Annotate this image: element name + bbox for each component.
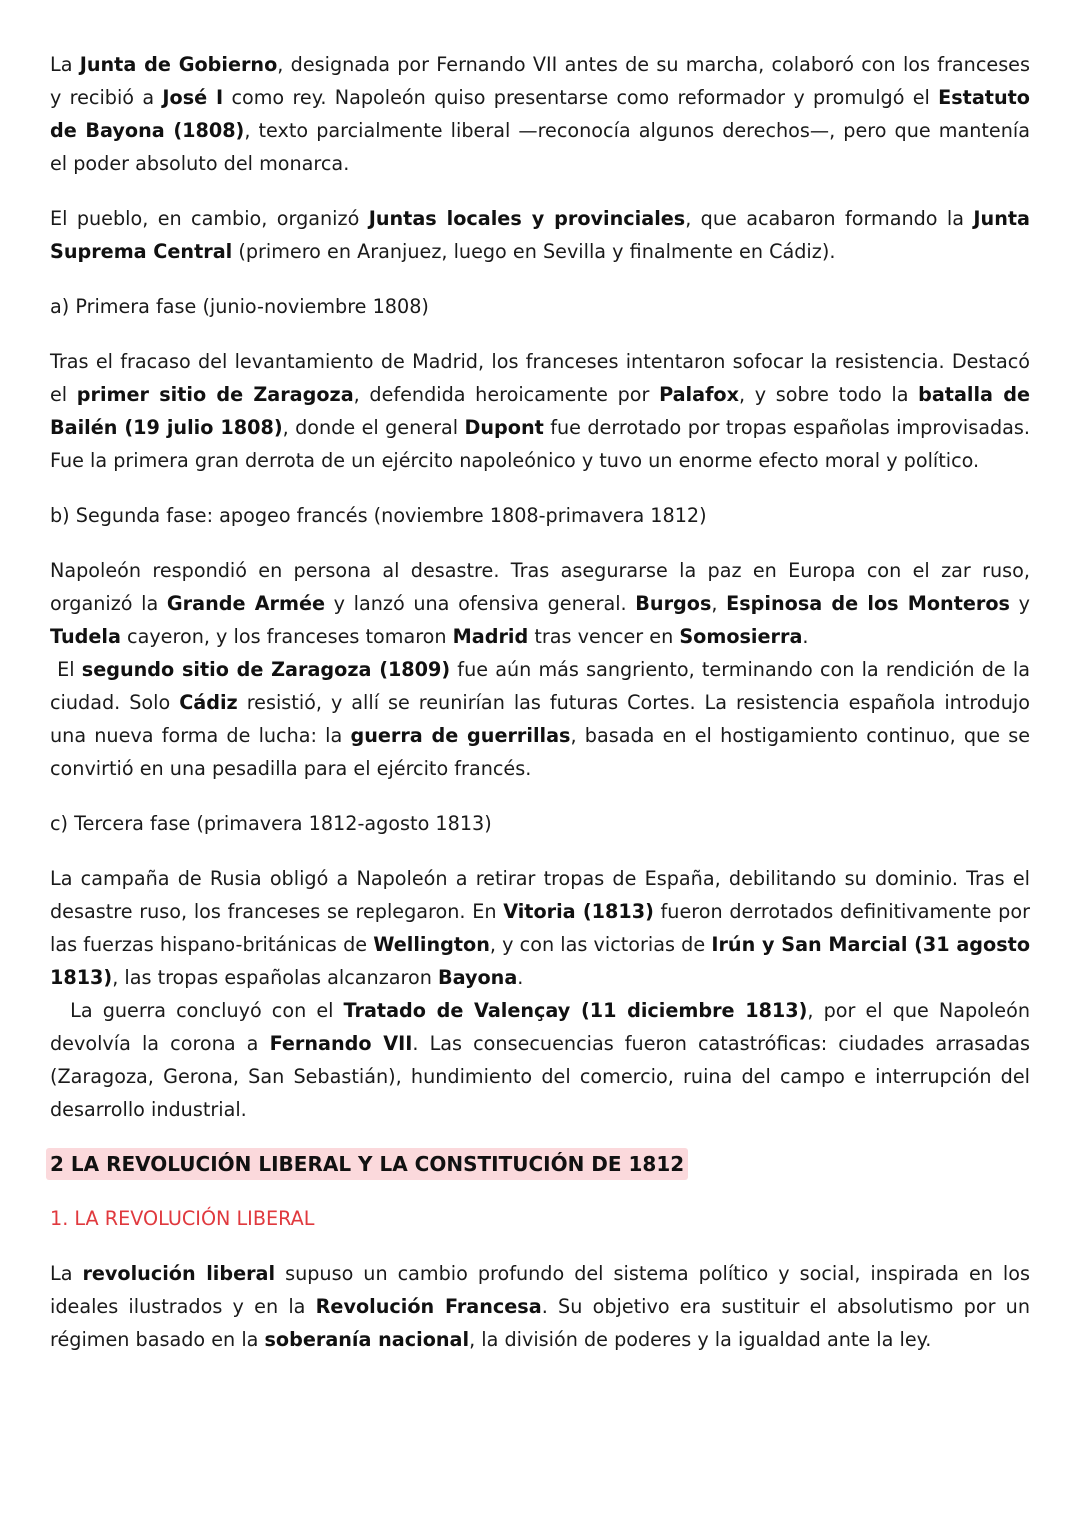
text-run: c) Tercera fase (primavera 1812-agosto 1813) bbox=[50, 812, 492, 835]
text-run: , y con las victorias de bbox=[489, 933, 712, 956]
paragraph bbox=[50, 554, 1037, 785]
bold-term: Tudela bbox=[50, 625, 121, 648]
bold-term: Irún y San Marcial (31 agosto 1813) bbox=[50, 933, 1030, 989]
text-run: (primero en Aranjuez, luego en Sevilla y finalmente en Cádiz). bbox=[232, 240, 836, 263]
bold-term: segundo sitio de Zaragoza (1809) bbox=[81, 658, 451, 681]
text-run: , que acabaron formando la bbox=[685, 207, 974, 230]
text-run: resistió, y allí se reunirían las futuras Cortes. La resistencia española introdujo una nueva forma de lucha: la bbox=[50, 691, 1037, 747]
bold-term: Revolución Francesa bbox=[315, 1295, 542, 1318]
paragraph bbox=[50, 862, 1037, 1126]
text-run: , donde el general bbox=[282, 416, 465, 439]
paragraph bbox=[50, 1257, 1037, 1356]
bold-term: Vitoria (1813) bbox=[503, 900, 654, 923]
text-run: fueron derrotados definitivamente por las fuerzas hispano-británicas de bbox=[50, 900, 1037, 956]
text-run: cayeron, y los franceses tomaron bbox=[120, 625, 453, 648]
bold-term: Grande Armée bbox=[166, 592, 326, 615]
bold-term: Espinosa de los Monteros bbox=[726, 592, 1010, 615]
text-run: La bbox=[50, 53, 80, 76]
text-run: supuso un cambio profundo del sistema político y social, inspirada en los ideales ilustrados y en la bbox=[50, 1262, 1037, 1318]
text-run: . bbox=[517, 966, 524, 989]
text-run: y lanzó una ofensiva general. bbox=[325, 592, 636, 615]
bold-term: batalla de Bailén (19 julio 1808) bbox=[50, 383, 1030, 439]
text-run: , defendida heroicamente por bbox=[353, 383, 660, 406]
bold-term: revolución liberal bbox=[82, 1262, 276, 1285]
text-run: Napoleón respondió en persona al desastre. Tras asegurarse la paz en Europa con el zar ruso, organizó la bbox=[50, 559, 1030, 615]
paragraph bbox=[50, 48, 1030, 180]
bold-term: Cádiz bbox=[179, 691, 238, 714]
phase-title bbox=[50, 807, 1030, 840]
text-run: fue aún más sangriento, terminando con la rendición de la ciudad. Solo bbox=[50, 658, 1037, 714]
text-run: La guerra concluyó con el bbox=[50, 999, 344, 1022]
bold-term: Burgos bbox=[635, 592, 712, 615]
bold-term: Junta Suprema Central bbox=[50, 207, 1030, 263]
text-run: Tras el fracaso del levantamiento de Madrid, los franceses intentaron sofocar la resistencia. Destacó el bbox=[50, 350, 1030, 406]
text-run: , basada en el hostigamiento continuo, que se convirtió en una pesadilla para el ejército francés. bbox=[50, 724, 1031, 780]
bold-term: Tratado de Valençay (11 diciembre 1813) bbox=[343, 999, 808, 1022]
text-run: 2 LA REVOLUCIÓN LIBERAL Y LA CONSTITUCIÓN DE 1812 bbox=[50, 1152, 685, 1176]
bold-term: Wellington bbox=[373, 933, 490, 956]
phase-title bbox=[50, 290, 1030, 323]
text-run: La campaña de Rusia obligó a Napoleón a retirar tropas de España, debilitando su dominio. Tras el desastre ruso, los franceses se replegaron. En bbox=[50, 867, 1030, 923]
text-run: El pueblo, en cambio, organizó bbox=[50, 207, 369, 230]
bold-term: Juntas locales y provinciales bbox=[368, 207, 686, 230]
bold-term: guerra de guerrillas bbox=[350, 724, 571, 747]
text-run: a) Primera fase (junio-noviembre 1808) bbox=[50, 295, 429, 318]
bold-term: Somosierra bbox=[679, 625, 803, 648]
text-run: y bbox=[1009, 592, 1037, 615]
text-run: , la división de poderes y la igualdad ante la ley. bbox=[469, 1328, 932, 1351]
text-run: . bbox=[802, 625, 809, 648]
paragraph bbox=[50, 345, 1037, 477]
subsection-heading bbox=[50, 1202, 1030, 1235]
bold-term: Estatuto de Bayona (1808) bbox=[50, 86, 1030, 142]
text-run: , y sobre todo la bbox=[739, 383, 919, 406]
text-run: , texto parcialmente liberal —reconocía algunos derechos—, pero que mantenía el poder absoluto del monarca. bbox=[50, 119, 1030, 175]
document-page bbox=[50, 48, 1037, 1378]
phase-title bbox=[50, 499, 1030, 532]
bold-term: Bayona bbox=[438, 966, 518, 989]
text-run: fue derrotado por tropas españolas improvisadas. Fue la primera gran derrota de un ejército napoleónico y tuvo un enorme efecto moral y político. bbox=[50, 416, 1037, 472]
text-run: , por el que Napoleón devolvía la corona a bbox=[50, 999, 1030, 1055]
bold-term: Junta de Gobierno bbox=[79, 53, 278, 76]
bold-term: Dupont bbox=[464, 416, 544, 439]
text-run: b) Segunda fase: apogeo francés (noviembre 1808-primavera 1812) bbox=[50, 504, 707, 527]
text-run: , las tropas españolas alcanzaron bbox=[112, 966, 439, 989]
bold-term: Madrid bbox=[452, 625, 529, 648]
paragraph bbox=[50, 202, 1030, 268]
section-heading bbox=[46, 1148, 688, 1180]
text-run: 1. LA REVOLUCIÓN LIBERAL bbox=[50, 1207, 315, 1230]
text-run: como rey. Napoleón quiso presentarse como reformador y promulgó el bbox=[223, 86, 939, 109]
text-run: La bbox=[50, 1262, 83, 1285]
text-run: tras vencer en bbox=[528, 625, 680, 648]
text-run: . Las consecuencias fueron catastróficas: ciudades arrasadas (Zaragoza, Gerona, San Sebastián), hundimiento del comercio, ruina del campo e interrupción del desarrollo industrial. bbox=[50, 1032, 1030, 1121]
text-run: , bbox=[711, 592, 727, 615]
text-run: El bbox=[50, 658, 82, 681]
bold-term: Fernando VII bbox=[269, 1032, 413, 1055]
bold-term: soberanía nacional bbox=[264, 1328, 470, 1351]
bold-term: primer sitio de Zaragoza bbox=[76, 383, 354, 406]
bold-term: José I bbox=[162, 86, 224, 109]
bold-term: Palafox bbox=[659, 383, 739, 406]
text-run: . Su objetivo era sustituir el absolutismo por un régimen basado en la bbox=[50, 1295, 1031, 1351]
text-run: , designada por Fernando VII antes de su marcha, colaboró con los franceses y recibió a bbox=[50, 53, 1030, 109]
